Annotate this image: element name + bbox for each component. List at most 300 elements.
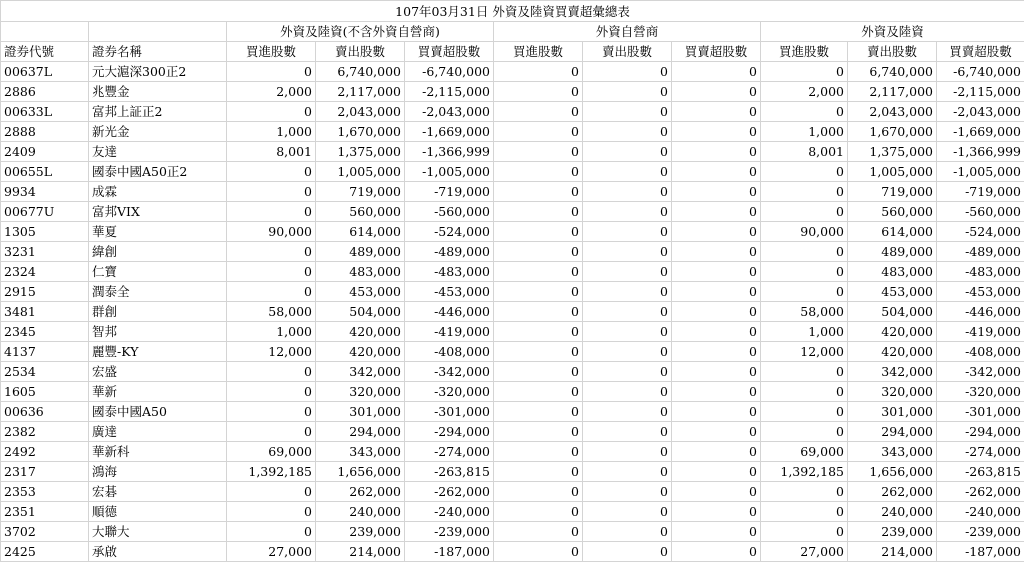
security-name-cell[interactable]: 潤泰全 [89,282,227,302]
value-cell[interactable]: -239,000 [937,522,1024,542]
value-cell[interactable]: 0 [672,462,761,482]
table-row [1,282,1024,302]
value-cell[interactable]: 262,000 [848,482,937,502]
security-name-cell[interactable]: 宏碁 [89,482,227,502]
value-cell[interactable]: 0 [227,202,316,222]
security-code-cell[interactable]: 1305 [1,222,89,242]
value-cell[interactable]: 0 [761,482,848,502]
value-cell[interactable]: -453,000 [937,282,1024,302]
value-cell[interactable]: 58,000 [227,302,316,322]
security-code-cell[interactable]: 2409 [1,142,89,162]
security-code-cell[interactable]: 3481 [1,302,89,322]
value-cell[interactable]: 420,000 [316,322,405,342]
value-cell[interactable]: 0 [761,242,848,262]
value-cell[interactable]: 1,005,000 [316,162,405,182]
security-name-cell[interactable]: 成霖 [89,182,227,202]
security-name-cell[interactable]: 元大滬深300正2 [89,62,227,82]
value-cell[interactable]: 0 [761,62,848,82]
header-buy-3[interactable]: 買進股數 [761,42,848,62]
value-cell[interactable]: 343,000 [848,442,937,462]
value-cell[interactable]: 0 [227,182,316,202]
value-cell[interactable]: 0 [672,322,761,342]
value-cell[interactable]: 8,001 [227,142,316,162]
value-cell[interactable]: 342,000 [316,362,405,382]
security-code-cell[interactable]: 00633L [1,102,89,122]
security-name-cell[interactable]: 國泰中國A50正2 [89,162,227,182]
header-buy-1[interactable]: 買進股數 [227,42,316,62]
value-cell[interactable]: 0 [494,322,583,342]
value-cell[interactable]: 12,000 [761,342,848,362]
value-cell[interactable]: 483,000 [316,262,405,282]
value-cell[interactable]: 69,000 [761,442,848,462]
value-cell[interactable]: -483,000 [405,262,494,282]
security-code-cell[interactable]: 4137 [1,342,89,362]
security-code-cell[interactable]: 2351 [1,502,89,522]
security-name-cell[interactable]: 華夏 [89,222,227,242]
security-name-cell[interactable]: 大聯大 [89,522,227,542]
value-cell[interactable]: 504,000 [848,302,937,322]
value-cell[interactable]: 0 [494,102,583,122]
value-cell[interactable]: -262,000 [405,482,494,502]
value-cell[interactable]: -1,366,999 [405,142,494,162]
security-code-cell[interactable]: 2492 [1,442,89,462]
value-cell[interactable]: 0 [494,382,583,402]
value-cell[interactable]: 0 [494,142,583,162]
security-name-cell[interactable]: 新光金 [89,122,227,142]
value-cell[interactable]: 0 [761,282,848,302]
value-cell[interactable]: 8,001 [761,142,848,162]
value-cell[interactable]: -262,000 [937,482,1024,502]
value-cell[interactable]: 614,000 [848,222,937,242]
value-cell[interactable]: 1,656,000 [316,462,405,482]
value-cell[interactable]: 0 [672,342,761,362]
value-cell[interactable]: 0 [494,402,583,422]
value-cell[interactable]: 0 [672,142,761,162]
value-cell[interactable]: 0 [672,222,761,242]
security-code-cell[interactable]: 3231 [1,242,89,262]
value-cell[interactable]: -274,000 [937,442,1024,462]
security-code-cell[interactable]: 2353 [1,482,89,502]
header-security-code[interactable]: 證券代號 [1,42,89,62]
value-cell[interactable]: -446,000 [405,302,494,322]
value-cell[interactable]: 301,000 [316,402,405,422]
table-row [1,462,1024,482]
security-code-cell[interactable]: 2534 [1,362,89,382]
value-cell[interactable]: 342,000 [848,362,937,382]
value-cell[interactable]: 69,000 [227,442,316,462]
value-cell[interactable]: -2,043,000 [937,102,1024,122]
value-cell[interactable]: 420,000 [316,342,405,362]
value-cell[interactable]: 294,000 [316,422,405,442]
value-cell[interactable]: -1,005,000 [405,162,494,182]
value-cell[interactable]: 2,000 [227,82,316,102]
value-cell[interactable]: 614,000 [316,222,405,242]
value-cell[interactable]: 0 [583,142,672,162]
security-code-cell[interactable]: 00636 [1,402,89,422]
value-cell[interactable]: 343,000 [316,442,405,462]
security-name-cell[interactable]: 智邦 [89,322,227,342]
value-cell[interactable]: 2,117,000 [316,82,405,102]
value-cell[interactable]: -239,000 [405,522,494,542]
value-cell[interactable]: 0 [494,282,583,302]
value-cell[interactable]: 0 [672,482,761,502]
security-name-cell[interactable]: 廣達 [89,422,227,442]
security-name-cell[interactable]: 仁寶 [89,262,227,282]
value-cell[interactable]: 0 [494,422,583,442]
value-cell[interactable]: 90,000 [227,222,316,242]
value-cell[interactable]: 0 [227,402,316,422]
value-cell[interactable]: 1,000 [227,122,316,142]
value-cell[interactable]: -6,740,000 [937,62,1024,82]
value-cell[interactable]: 0 [761,502,848,522]
value-cell[interactable]: -2,115,000 [937,82,1024,102]
value-cell[interactable]: 0 [583,422,672,442]
security-name-cell[interactable]: 群創 [89,302,227,322]
value-cell[interactable]: -489,000 [405,242,494,262]
security-name-cell[interactable]: 富邦上証正2 [89,102,227,122]
value-cell[interactable]: -719,000 [405,182,494,202]
header-buy-2[interactable]: 買進股數 [494,42,583,62]
value-cell[interactable]: -294,000 [405,422,494,442]
security-name-cell[interactable]: 宏盛 [89,362,227,382]
value-cell[interactable]: 301,000 [848,402,937,422]
value-cell[interactable]: -240,000 [405,502,494,522]
value-cell[interactable]: 0 [672,362,761,382]
security-name-cell[interactable]: 鴻海 [89,462,227,482]
value-cell[interactable]: 0 [227,522,316,542]
value-cell[interactable]: 0 [583,202,672,222]
value-cell[interactable]: -187,000 [937,542,1024,562]
value-cell[interactable]: 0 [583,482,672,502]
value-cell[interactable]: 239,000 [848,522,937,542]
group-header-foreign-excl-dealer[interactable]: 外資及陸資(不含外資自營商) [227,22,494,42]
table-row [1,382,1024,402]
value-cell[interactable]: -2,043,000 [405,102,494,122]
value-cell[interactable]: -6,740,000 [405,62,494,82]
value-cell[interactable]: 2,000 [761,82,848,102]
value-cell[interactable]: 0 [583,182,672,202]
value-cell[interactable]: 504,000 [316,302,405,322]
value-cell[interactable]: 0 [761,522,848,542]
blank-cell[interactable] [1,22,89,42]
value-cell[interactable]: -489,000 [937,242,1024,262]
value-cell[interactable]: 0 [227,422,316,442]
security-code-cell[interactable]: 00677U [1,202,89,222]
value-cell[interactable]: -419,000 [405,322,494,342]
value-cell[interactable]: 453,000 [848,282,937,302]
value-cell[interactable]: 0 [761,182,848,202]
security-code-cell[interactable]: 00655L [1,162,89,182]
value-cell[interactable]: 0 [494,222,583,242]
value-cell[interactable]: 0 [583,362,672,382]
value-cell[interactable]: 0 [583,402,672,422]
value-cell[interactable]: 27,000 [761,542,848,562]
value-cell[interactable]: 0 [672,302,761,322]
value-cell[interactable]: 1,670,000 [848,122,937,142]
value-cell[interactable]: 2,043,000 [848,102,937,122]
value-cell[interactable]: 0 [583,382,672,402]
table-row [1,262,1024,282]
value-cell[interactable]: 0 [583,122,672,142]
value-cell[interactable]: 0 [583,282,672,302]
value-cell[interactable]: 0 [227,102,316,122]
value-cell[interactable]: 420,000 [848,342,937,362]
header-sell-1[interactable]: 賣出股數 [316,42,405,62]
security-name-cell[interactable]: 兆豐金 [89,82,227,102]
value-cell[interactable]: 0 [227,382,316,402]
value-cell[interactable]: 12,000 [227,342,316,362]
value-cell[interactable]: -1,005,000 [937,162,1024,182]
security-code-cell[interactable]: 2317 [1,462,89,482]
value-cell[interactable]: 0 [672,82,761,102]
value-cell[interactable]: 0 [672,382,761,402]
value-cell[interactable]: 0 [761,262,848,282]
value-cell[interactable]: 0 [761,102,848,122]
value-cell[interactable]: 0 [672,62,761,82]
value-cell[interactable]: 719,000 [848,182,937,202]
value-cell[interactable]: -719,000 [937,182,1024,202]
value-cell[interactable]: 719,000 [316,182,405,202]
value-cell[interactable]: 0 [494,122,583,142]
value-cell[interactable]: 0 [494,362,583,382]
value-cell[interactable]: 0 [494,342,583,362]
header-net-1[interactable]: 買賣超股數 [405,42,494,62]
value-cell[interactable]: -446,000 [937,302,1024,322]
value-cell[interactable]: 214,000 [316,542,405,562]
value-cell[interactable]: 320,000 [316,382,405,402]
security-code-cell[interactable]: 2425 [1,542,89,562]
value-cell[interactable]: -263,815 [937,462,1024,482]
value-cell[interactable]: 0 [761,362,848,382]
value-cell[interactable]: 0 [227,282,316,302]
value-cell[interactable]: 0 [672,182,761,202]
value-cell[interactable]: 1,392,185 [227,462,316,482]
security-name-cell[interactable]: 承啟 [89,542,227,562]
value-cell[interactable]: 1,000 [761,122,848,142]
value-cell[interactable]: -560,000 [405,202,494,222]
value-cell[interactable]: 0 [494,462,583,482]
value-cell[interactable]: 2,043,000 [316,102,405,122]
value-cell[interactable]: 0 [494,162,583,182]
value-cell[interactable]: 239,000 [316,522,405,542]
value-cell[interactable]: 0 [583,222,672,242]
security-code-cell[interactable]: 2345 [1,322,89,342]
value-cell[interactable]: 1,375,000 [848,142,937,162]
security-name-cell[interactable]: 國泰中國A50 [89,402,227,422]
table-row [1,522,1024,542]
value-cell[interactable]: 240,000 [316,502,405,522]
value-cell[interactable]: 560,000 [848,202,937,222]
value-cell[interactable]: 0 [672,422,761,442]
value-cell[interactable]: 0 [583,242,672,262]
value-cell[interactable]: -301,000 [405,402,494,422]
value-cell[interactable]: 0 [583,102,672,122]
value-cell[interactable]: -187,000 [405,542,494,562]
value-cell[interactable]: 0 [583,262,672,282]
security-code-cell[interactable]: 2886 [1,82,89,102]
table-row [1,122,1024,142]
value-cell[interactable]: -408,000 [405,342,494,362]
value-cell[interactable]: 0 [494,542,583,562]
value-cell[interactable]: 0 [672,102,761,122]
value-cell[interactable]: 0 [672,202,761,222]
value-cell[interactable]: 0 [583,302,672,322]
security-code-cell[interactable]: 2888 [1,122,89,142]
value-cell[interactable]: 0 [672,162,761,182]
table-title[interactable]: 107年03月31日 外資及陸資買賣超彙總表 [1,1,1024,22]
value-cell[interactable]: 0 [672,402,761,422]
value-cell[interactable]: 0 [672,122,761,142]
value-cell[interactable]: 0 [494,302,583,322]
value-cell[interactable]: 453,000 [316,282,405,302]
security-name-cell[interactable]: 麗豐-KY [89,342,227,362]
header-security-name[interactable]: 證券名稱 [89,42,227,62]
value-cell[interactable]: -560,000 [937,202,1024,222]
table-row [1,202,1024,222]
value-cell[interactable]: 0 [583,462,672,482]
value-cell[interactable]: 1,392,185 [761,462,848,482]
value-cell[interactable]: 0 [227,362,316,382]
value-cell[interactable]: 0 [494,502,583,522]
value-cell[interactable]: -320,000 [937,382,1024,402]
value-cell[interactable]: 0 [583,62,672,82]
value-cell[interactable]: 0 [494,442,583,462]
value-cell[interactable]: 0 [672,262,761,282]
value-cell[interactable]: 0 [494,202,583,222]
value-cell[interactable]: 0 [672,542,761,562]
header-sell-2[interactable]: 賣出股數 [583,42,672,62]
value-cell[interactable]: 2,117,000 [848,82,937,102]
value-cell[interactable]: 0 [672,522,761,542]
value-cell[interactable]: -1,366,999 [937,142,1024,162]
value-cell[interactable]: -419,000 [937,322,1024,342]
value-cell[interactable]: 0 [761,402,848,422]
value-cell[interactable]: 0 [583,502,672,522]
value-cell[interactable]: 58,000 [761,302,848,322]
value-cell[interactable]: 0 [494,182,583,202]
value-cell[interactable]: 294,000 [848,422,937,442]
value-cell[interactable]: 0 [494,262,583,282]
group-header-foreign-total[interactable]: 外資及陸資 [761,22,1024,42]
security-code-cell[interactable]: 2915 [1,282,89,302]
value-cell[interactable]: 0 [672,282,761,302]
value-cell[interactable]: 6,740,000 [316,62,405,82]
security-name-cell[interactable]: 友達 [89,142,227,162]
value-cell[interactable]: 0 [494,482,583,502]
value-cell[interactable]: -1,669,000 [937,122,1024,142]
security-name-cell[interactable]: 順德 [89,502,227,522]
value-cell[interactable]: 0 [227,262,316,282]
value-cell[interactable]: 0 [494,62,583,82]
value-cell[interactable]: 90,000 [761,222,848,242]
value-cell[interactable]: 0 [583,322,672,342]
security-code-cell[interactable]: 2324 [1,262,89,282]
value-cell[interactable]: -408,000 [937,342,1024,362]
value-cell[interactable]: -524,000 [405,222,494,242]
value-cell[interactable]: -524,000 [937,222,1024,242]
value-cell[interactable]: 0 [494,82,583,102]
value-cell[interactable]: 1,000 [761,322,848,342]
value-cell[interactable]: -2,115,000 [405,82,494,102]
value-cell[interactable]: 1,005,000 [848,162,937,182]
value-cell[interactable]: 214,000 [848,542,937,562]
blank-cell[interactable] [89,22,227,42]
value-cell[interactable]: 0 [761,162,848,182]
value-cell[interactable]: 1,656,000 [848,462,937,482]
value-cell[interactable]: -342,000 [405,362,494,382]
value-cell[interactable]: -342,000 [937,362,1024,382]
value-cell[interactable]: 6,740,000 [848,62,937,82]
value-cell[interactable]: -274,000 [405,442,494,462]
value-cell[interactable]: 0 [583,542,672,562]
value-cell[interactable]: -301,000 [937,402,1024,422]
value-cell[interactable]: 0 [227,162,316,182]
value-cell[interactable]: 489,000 [848,242,937,262]
value-cell[interactable]: 0 [672,242,761,262]
value-cell[interactable]: 0 [672,502,761,522]
security-code-cell[interactable]: 00637L [1,62,89,82]
header-net-2[interactable]: 買賣超股數 [672,42,761,62]
value-cell[interactable]: 0 [672,442,761,462]
value-cell[interactable]: 489,000 [316,242,405,262]
value-cell[interactable]: 0 [227,502,316,522]
value-cell[interactable]: 0 [761,422,848,442]
value-cell[interactable]: 1,000 [227,322,316,342]
value-cell[interactable]: 0 [583,522,672,542]
security-code-cell[interactable]: 2382 [1,422,89,442]
value-cell[interactable]: 420,000 [848,322,937,342]
group-header-foreign-dealer[interactable]: 外資自營商 [494,22,761,42]
value-cell[interactable]: 0 [494,242,583,262]
value-cell[interactable]: 1,670,000 [316,122,405,142]
value-cell[interactable]: 0 [583,442,672,462]
header-net-3[interactable]: 買賣超股數 [937,42,1024,62]
value-cell[interactable]: -263,815 [405,462,494,482]
value-cell[interactable]: 0 [227,242,316,262]
security-code-cell[interactable]: 3702 [1,522,89,542]
security-name-cell[interactable]: 緯創 [89,242,227,262]
security-code-cell[interactable]: 1605 [1,382,89,402]
value-cell[interactable]: 560,000 [316,202,405,222]
value-cell[interactable]: 0 [227,482,316,502]
value-cell[interactable]: 483,000 [848,262,937,282]
value-cell[interactable]: -483,000 [937,262,1024,282]
value-cell[interactable]: 262,000 [316,482,405,502]
value-cell[interactable]: 0 [494,522,583,542]
value-cell[interactable]: -453,000 [405,282,494,302]
security-name-cell[interactable]: 華新 [89,382,227,402]
value-cell[interactable]: 0 [583,162,672,182]
value-cell[interactable]: -320,000 [405,382,494,402]
value-cell[interactable]: 27,000 [227,542,316,562]
security-name-cell[interactable]: 華新科 [89,442,227,462]
value-cell[interactable]: 1,375,000 [316,142,405,162]
value-cell[interactable]: -240,000 [937,502,1024,522]
value-cell[interactable]: 320,000 [848,382,937,402]
value-cell[interactable]: -294,000 [937,422,1024,442]
value-cell[interactable]: 0 [227,62,316,82]
security-code-cell[interactable]: 9934 [1,182,89,202]
value-cell[interactable]: 0 [761,382,848,402]
value-cell[interactable]: 240,000 [848,502,937,522]
value-cell[interactable]: 0 [583,342,672,362]
value-cell[interactable]: 0 [761,202,848,222]
table-row [1,362,1024,382]
value-cell[interactable]: -1,669,000 [405,122,494,142]
header-sell-3[interactable]: 賣出股數 [848,42,937,62]
security-name-cell[interactable]: 富邦VIX [89,202,227,222]
value-cell[interactable]: 0 [583,82,672,102]
